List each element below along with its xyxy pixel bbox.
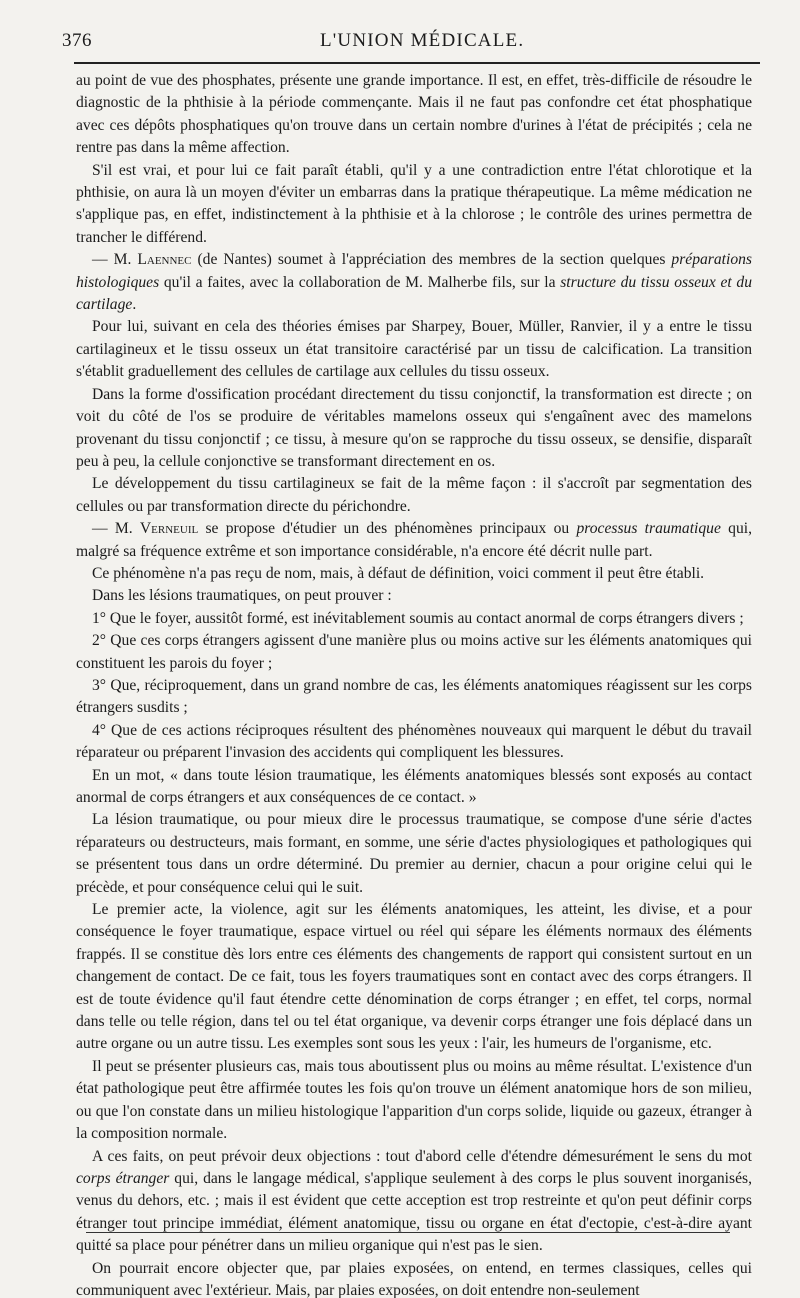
- running-header: [62, 28, 760, 58]
- paragraph: On pourrait encore objecter que, par plaies exposées, on entend, en termes classiques, celles qui communiquent avec l'extérieur. Mais, par plaies exposées, on doit entendre non-seulement: [76, 1259, 752, 1298]
- page-number: 376: [62, 30, 92, 51]
- list-item: 1° Que le foyer, aussitôt formé, est inévitablement soumis au contact anormal de corps étrangers divers ;: [92, 609, 744, 627]
- text-run: qu'il a faites, avec la collaboration de M. Malherbe fils, sur la: [159, 273, 561, 291]
- article-body: [76, 70, 752, 1298]
- paragraph-laennec: [76, 249, 752, 316]
- list-item: 4° Que de ces actions réciproques résultent des phénomènes nouveaux qui marquent le début du travail réparateur ou préparent l'invasion des accidents qui compliquent les blessures.: [76, 721, 752, 762]
- paragraph: Pour lui, suivant en cela des théories émises par Sharpey, Bouer, Müller, Ranvier, il y a entre le tissu cartilagineux et le tissu osseux un état transitoire caractérisé par un tissu de calcification. La transition s'établit graduellement des cellules de cartilage aux cellules du tissu osseux.: [76, 318, 752, 381]
- paragraph: au point de vue des phosphates, présente une grande importance. Il est, en effet, très-difficile de résoudre le diagnostic de la phthisie à la période commençante. Mais il ne faut pas confondre cet état phosphatique avec ces dépôts phosphatiques qu'on trouve dans un certain nombre d'urines à l'état de précipités ; cela ne rentre pas dans la même affection.: [76, 72, 752, 157]
- paragraph-verneuil: [76, 518, 752, 563]
- text-run: qui, dans le langage médical, s'applique seulement à des corps le plus souvent inorganisés, venus du dehors, etc. ; mais il est évident que cette acception est trop restreinte et qu'on peut définir corps étranger tout principe immédiat, élément anatomique, tissu ou organe en état d'ectopie, c'est-à-dire ayant quitté sa place pour pénétrer dans un milieu organique qui n'est pas le sien.: [76, 1169, 752, 1255]
- text-run: (de Nantes) soumet à l'appréciation des membres de la section quelques: [191, 251, 672, 269]
- paragraph: La lésion traumatique, ou pour mieux dire le processus traumatique, se compose d'une série d'actes réparateurs ou destructeurs, mais formant, en somme, une série d'actes physiologiques et pathologiques qui se présentent tous dans un ordre déterminé. Du premier au dernier, chacun a pour origine celui qui le précède, et pour conséquence celui qui le suit.: [76, 811, 752, 896]
- paragraph: S'il est vrai, et pour lui ce fait paraît établi, qu'il y a une contradiction entre l'état chlorotique et la phthisie, on aura là un moyen d'éviter un embarras dans la pratique thérapeutique. La même médication ne s'applique pas, en effet, indistinctement à la phthisie et à la chlorose ; le contrôle des urines permettra de trancher le différend.: [76, 161, 752, 246]
- speaker-name: Verneuil: [139, 520, 199, 538]
- paragraph: Dans la forme d'ossification procédant directement du tissu conjonctif, la transformation est directe ; on voit du côté de l'os se produire de véritables mamelons osseux qui s'engaînent avec des mamelons provenant du tissu conjonctif ; ce tissu, à mesure qu'on se rapproche du tissu osseux, se densifie, disparaît peu à peu, la cellule conjonctive se transformant directement en os.: [76, 385, 752, 470]
- italic-term: corps étranger: [76, 1169, 170, 1187]
- italic-term: préparations histologiques: [76, 251, 752, 291]
- bottom-rule: [86, 1232, 730, 1233]
- paragraph: Dans les lésions traumatiques, on peut prouver :: [92, 587, 392, 605]
- header-rule: [74, 62, 760, 64]
- paragraph: Ce phénomène n'a pas reçu de nom, mais, à défaut de définition, voici comment il peut être établi.: [92, 564, 705, 582]
- list-item: 2° Que ces corps étrangers agissent d'une manière plus ou moins active sur les éléments anatomiques qui constituent les parois du foyer ;: [76, 632, 752, 672]
- running-title: L'UNION MÉDICALE.: [320, 30, 525, 51]
- italic-term: processus traumatique: [576, 520, 721, 538]
- paragraph: Le premier acte, la violence, agit sur les éléments anatomiques, les atteint, les divise, et a pour conséquence le foyer traumatique, espace virtuel ou réel qui sépare les éléments normaux des éléments frappés. Il se constitue dès lors entre ces éléments des changements de rapport qui consistent surtout en un changement de contact. De ce fait, tous les foyers traumatiques sont en contact avec des corps étrangers. Il est de toute évidence qu'il faut étendre cette dénomination de corps étranger ; en effet, tel corps, normal dans telle ou telle région, dans tel ou tel état organique, va devenir corps étranger une fois déplacé dans un autre organe ou un autre tissu. Les exemples sont sous les yeux : l'air, les humeurs de l'organisme, etc.: [76, 901, 752, 1053]
- dash-lead: — M.: [92, 520, 140, 538]
- paragraph: Il peut se présenter plusieurs cas, mais tous aboutissent plus ou moins au même résultat. L'existence d'un état pathologique peut être affirmée toutes les fois qu'on trouve un élément anatomique hors de son milieu, ou que l'on constate dans un milieu histologique l'apparition d'un corps solide, liquide ou gazeux, étranger à la composition normale.: [76, 1057, 752, 1143]
- paragraph: En un mot, « dans toute lésion traumatique, les éléments anatomiques blessés sont exposés au contact anormal de corps étrangers et aux conséquences de ce contact. »: [76, 766, 752, 806]
- list-item: 3° Que, réciproquement, dans un grand nombre de cas, les éléments anatomiques réagissent sur les corps étrangers susdits ;: [76, 676, 752, 717]
- dash-lead: — M.: [92, 251, 138, 269]
- italic-term: structure du tissu osseux et du cartilage: [76, 273, 752, 314]
- speaker-name: Laennec: [137, 251, 192, 269]
- paragraph-objections: [76, 1146, 752, 1258]
- text-run: A ces faits, on peut prévoir deux objections : tout d'abord celle d'étendre démesurément le sens du mot: [92, 1147, 752, 1165]
- text-run: .: [132, 296, 137, 314]
- text-run: qui, malgré sa fréquence extrême et son importance considérable, n'a encore été décrit nulle part.: [76, 520, 752, 560]
- paragraph: Le développement du tissu cartilagineux se fait de la même façon : il s'accroît par segmentation des cellules ou par transformation directe du périchondre.: [76, 475, 752, 515]
- text-run: se propose d'étudier un des phénomènes principaux ou: [198, 520, 577, 538]
